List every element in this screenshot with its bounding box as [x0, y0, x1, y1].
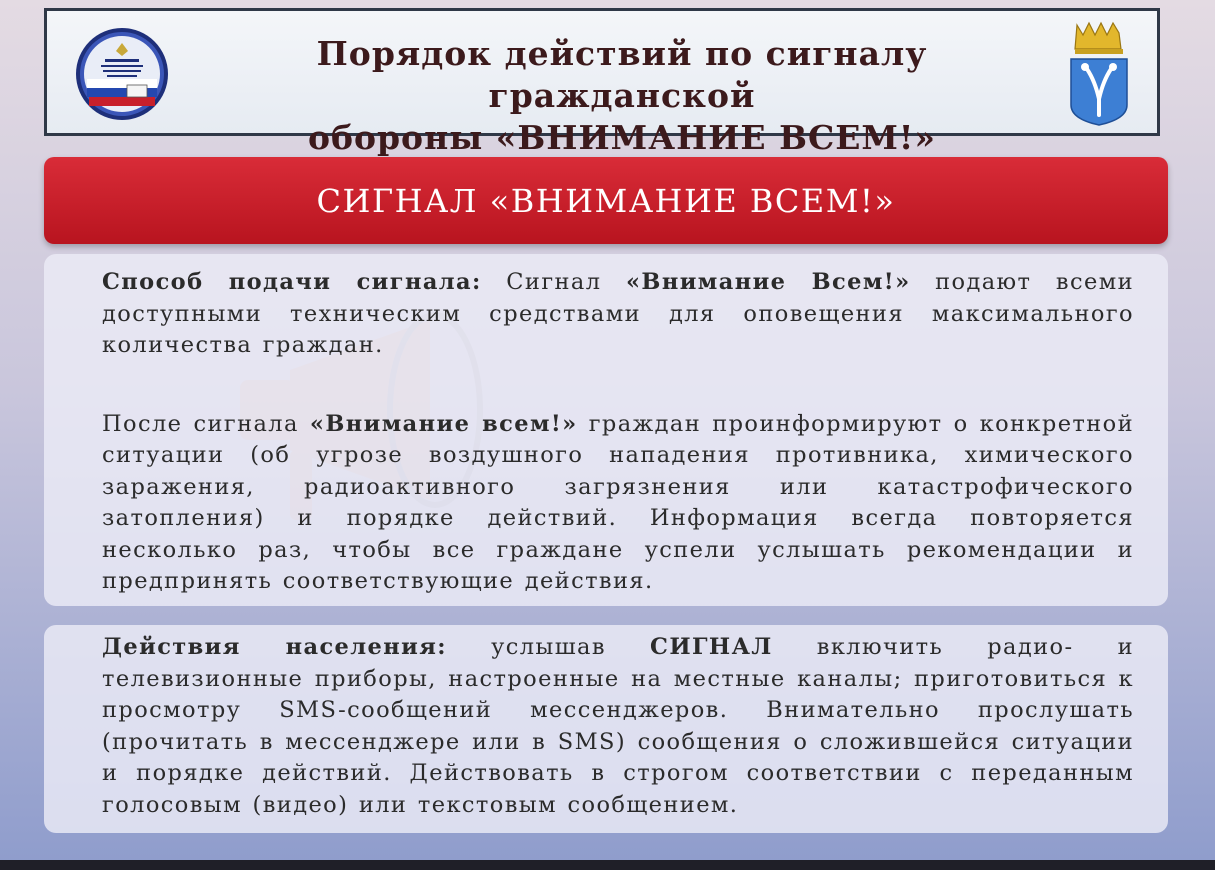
after-signal-paragraph [102, 409, 1134, 598]
population-actions-panel [44, 625, 1168, 833]
para2-text-a: После сигнала [102, 410, 310, 437]
para1-text-b: подают всеми доступными техническим средствами для оповещения максимального количества граждан. [102, 269, 1134, 358]
header-box [44, 8, 1160, 157]
saratov-coat-of-arms-icon [1065, 19, 1133, 127]
para3-emphasis: СИГНАЛ [650, 634, 773, 660]
para2-text-b: граждан проинформируют о конкретной ситуации (об угрозе воздушного нападения противника, химического заражения, радиоактивного загрязнения или катастрофического затопления) и порядке действий. Информация всегда повторяется несколько раз, чтобы все граждане успели услышать рекомендации и предпринять соответствующие действия. [102, 410, 1134, 594]
title-line-1: Порядок действий по сигналу гражданской [316, 34, 928, 115]
para1-text-a: Сигнал [481, 269, 626, 295]
page-title [187, 33, 1057, 159]
signal-method-panel [44, 254, 1168, 606]
signal-banner [44, 157, 1168, 244]
population-actions-label: Действия населения: [102, 634, 447, 660]
banner-title: СИГНАЛ «ВНИМАНИЕ ВСЕМ!» [316, 181, 896, 220]
signal-method-paragraph [102, 254, 1134, 362]
signal-method-label: Способ подачи сигнала: [102, 269, 482, 295]
bottom-bar [0, 860, 1215, 870]
title-line-2: обороны «ВНИМАНИЕ ВСЕМ!» [307, 118, 937, 157]
population-actions-paragraph [102, 625, 1134, 821]
training-center-seal-icon [75, 27, 169, 121]
para1-emphasis: «Внимание Всем!» [625, 269, 911, 295]
para3-text-b: включить радио- и телевизионные приборы, настроенные на местные каналы; приготовиться к просмотру SMS-сообщений мессенджеров. Внимательно прослушать (прочитать в мессенджере или в SMS) сообщения о сложившейся ситуации и порядке действий. Действовать в строгом соответствии с переданным голосовым (видео) или текстовым сообщением. [102, 634, 1134, 818]
para2-emphasis: «Внимание всем!» [309, 410, 578, 437]
para3-text-a: услышав [446, 634, 651, 660]
